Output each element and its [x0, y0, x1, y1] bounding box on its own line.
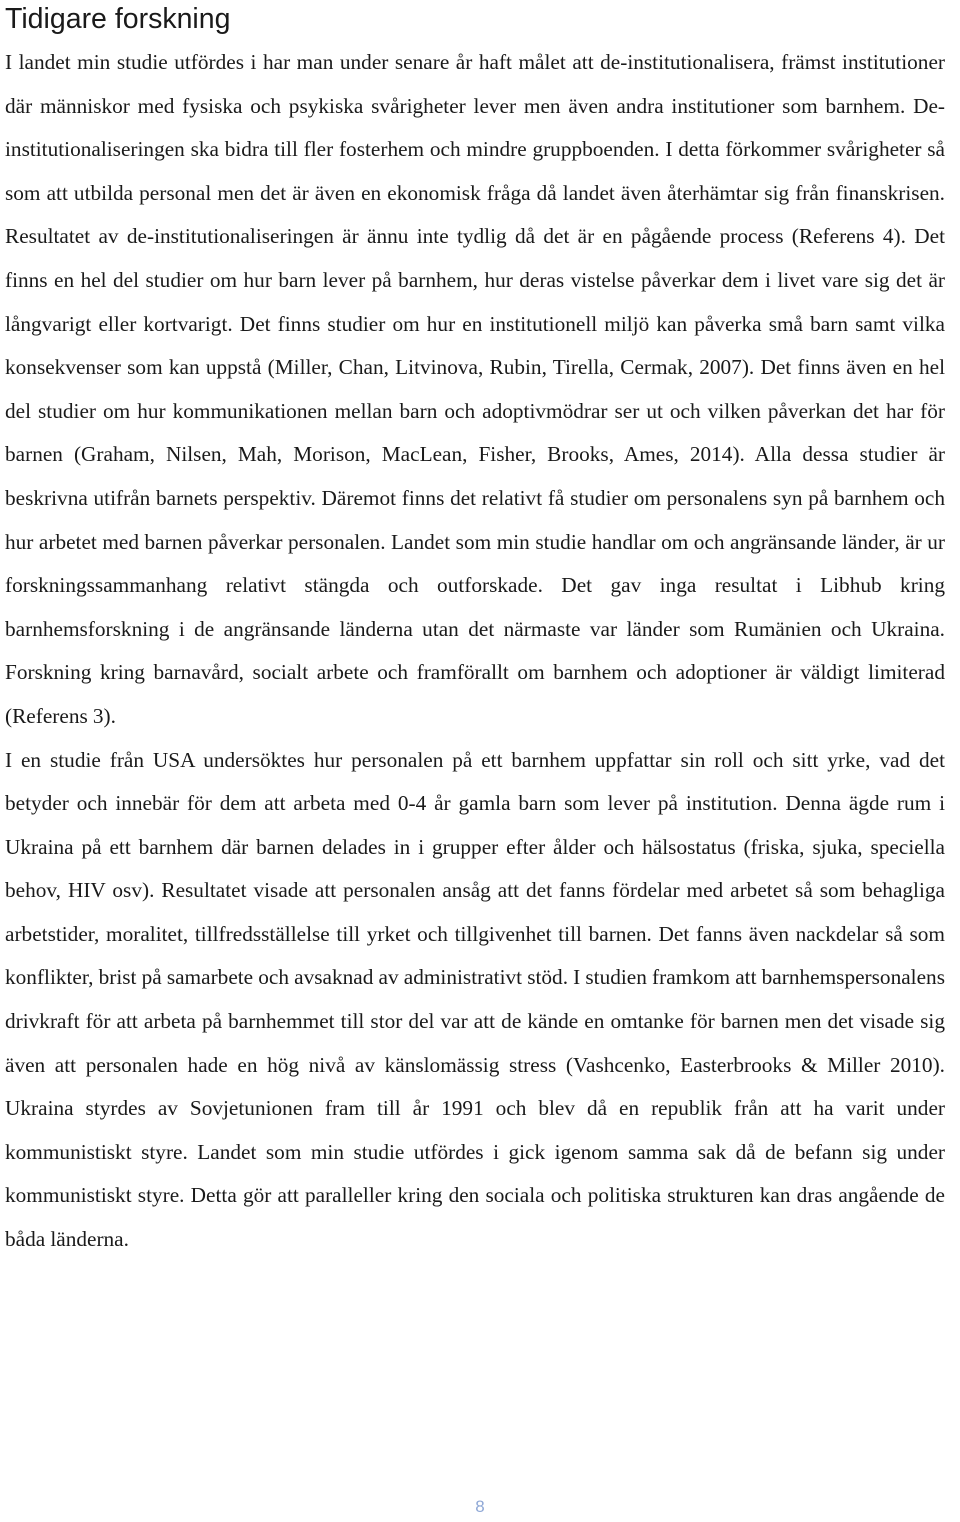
document-page [5, 0, 945, 1262]
page-number: 8 [475, 1497, 485, 1516]
body-paragraph: I landet min studie utfördes i har man under senare år haft målet att de-institutionalisera, främst institutioner där människor med fysiska och psykiska svårigheter lever men även andra institutioner som barnhem. De-institutionaliseringen ska bidra till fler fosterhem och mindre gruppboenden. I detta förkommer svårigheter så som att utbilda personal men det är även en ekonomisk fråga då landet även återhämtar sig från finanskrisen. Resultatet av de-institutionaliseringen är ännu inte tydlig då det är en pågående process (Referens 4). Det finns en hel del studier om hur barn lever på barnhem, hur deras vistelse påverkar dem i livet vare sig det är långvarigt eller kortvarigt. Det finns studier om hur en institutionell miljö kan påverka små barn samt vilka konsekvenser som kan uppstå (Miller, Chan, Litvinova, Rubin, Tirella, Cermak, 2007). Det finns även en hel del studier om hur kommunikationen mellan barn och adoptivmödrar ser ut och vilken påverkan det har för barnen (Graham, Nilsen, Mah, Morison, MacLean, Fisher, Brooks, Ames, 2014). Alla dessa studier är beskrivna utifrån barnets perspektiv. Däremot finns det relativt få studier om personalens syn på barnhem och hur arbetet med barnen påverkar personalen. Landet som min studie handlar om och angränsande länder, är ur forskningssammanhang relativt stängda och outforskade. Det gav inga resultat i Libhub kring barnhemsforskning i de angränsande länderna utan det närmaste var länder som Rumänien och Ukraina. Forskning kring barnavård, socialt arbete och framförallt om barnhem och adoptioner är väldigt limiterad (Referens 3). [5, 50, 945, 728]
body-paragraph: I en studie från USA undersöktes hur personalen på ett barnhem uppfattar sin roll och sitt yrke, vad det betyder och innebär för dem att arbeta med 0-4 år gamla barn som lever på institution. Denna ägde rum i Ukraina på ett barnhem där barnen delades in i grupper efter ålder och hälsostatus (friska, sjuka, speciella behov, HIV osv). Resultatet visade att personalen ansåg att det fanns fördelar med arbetet så som behagliga arbetstider, moralitet, tillfredsställelse till yrket och tillgivenhet till barnen. Det fanns även nackdelar så som konflikter, brist på samarbete och avsaknad av administrativt stöd. I studien framkom att barnhemspersonalens drivkraft för att arbeta på barnhemmet till stor del var att de kände en omtanke för barnen men det visade sig även att personalen hade en hög nivå av känslomässig stress (Vashcenko, Easterbrooks & Miller 2010). Ukraina styrdes av Sovjetunionen fram till år 1991 och blev då en republik från att ha varit under kommunistiskt styre. Landet som min studie utfördes i gick igenom samma sak då de befann sig under kommunistiskt styre. Detta gör att paralleller kring den sociala och politiska strukturen kan dras angående de båda länderna. [5, 747, 945, 1252]
section-heading: Tidigare forskning [5, 3, 231, 35]
